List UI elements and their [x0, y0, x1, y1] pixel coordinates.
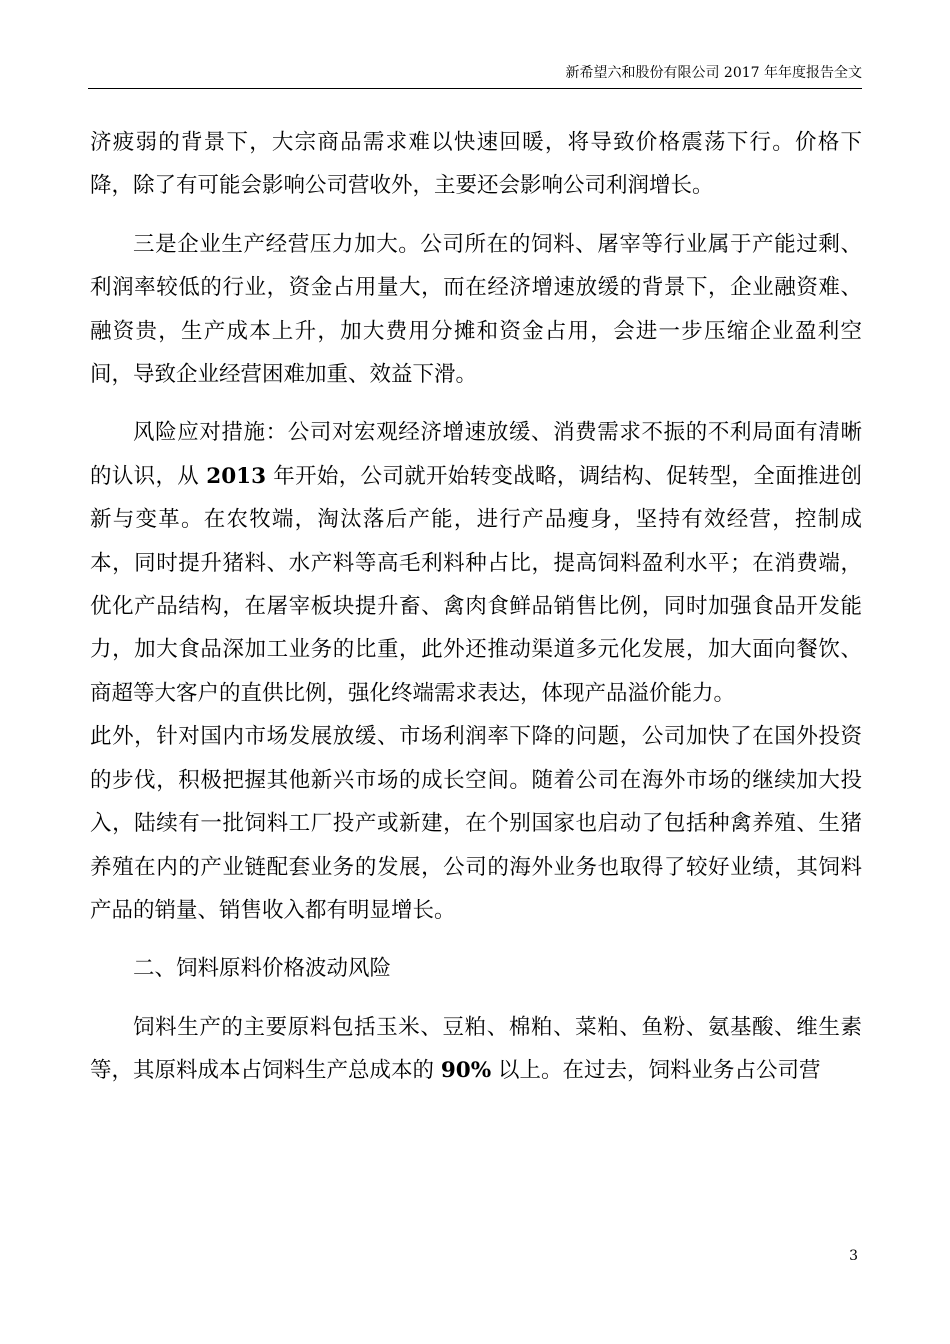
paragraph-continued: 济疲弱的背景下，大宗商品需求难以快速回暖，将导致价格震荡下行。价格下降，除了有可能会影响公司营收外，主要还会影响公司利润增长。 [90, 130, 862, 199]
feed-materials-text-a: 饲料生产的主要原料包括玉米、豆粕、棉粕、菜粕、鱼粉、氨基酸、维生素等，其原料成本占饲料生产总成本的 [90, 1014, 862, 1084]
paragraph-risk-measures [90, 411, 862, 715]
section-heading-feed-price-risk: 二、饲料原料价格波动风险 [133, 956, 392, 982]
paragraph-feed-materials [90, 1006, 862, 1093]
page-header [88, 62, 862, 89]
feed-materials-text-b: 以上。在过去，饲料业务占公司营 [491, 1058, 821, 1084]
risk-measures-year: 2013 [206, 463, 267, 489]
paragraph-operating-pressure: 三是企业生产经营压力加大。公司所在的饲料、屠宰等行业属于产能过剩、利润率较低的行业，资金占用量大，而在经济增速放缓的背景下，企业融资难、融资贵，生产成本上升，加大费用分摊和资金占用，会进一步压缩企业盈利空间，导致企业经营困难加重、效益下滑。 [90, 231, 862, 388]
header-title: 新希望六和股份有限公司 2017 年年度报告全文 [565, 65, 862, 81]
risk-measures-text-a: 风险应对措施：公司对宏观经济增速放缓、消费需求不振的不利局面有清晰的认识，从 [90, 420, 862, 489]
paragraph-overseas: 此外，针对国内市场发展放缓、市场利润率下降的问题，公司加快了在国外投资的步伐，积极把握其他新兴市场的成长空间。随着公司在海外市场的继续加大投入，陆续有一批饲料工厂投产或新建，在个别国家也启动了包括种禽养殖、生猪养殖在内的产业链配套业务的发展，公司的海外业务也取得了较好业绩，其饲料产品的销量、销售收入都有明显增长。 [90, 724, 862, 923]
document-body [90, 121, 862, 1093]
risk-measures-text-b: 年开始，公司就开始转变战略，调结构、促转型，全面推进创新与变革。在农牧端，淘汰落后产能，进行产品瘦身，坚持有效经营，控制成本，同时提升猪料、水产料等高毛利料种占比，提高饲料盈利水平；在消费端，优化产品结构，在屠宰板块提升畜、禽肉食鲜品销售比例，同时加强食品开发能力，加大食品深加工业务的比重，此外还推动渠道多元化发展，加大面向餐饮、商超等大客户的直供比例，强化终端需求表达，体现产品溢价能力。 [90, 463, 862, 706]
feed-materials-percent: 90% [440, 1058, 492, 1084]
page-number: 3 [849, 1248, 858, 1264]
